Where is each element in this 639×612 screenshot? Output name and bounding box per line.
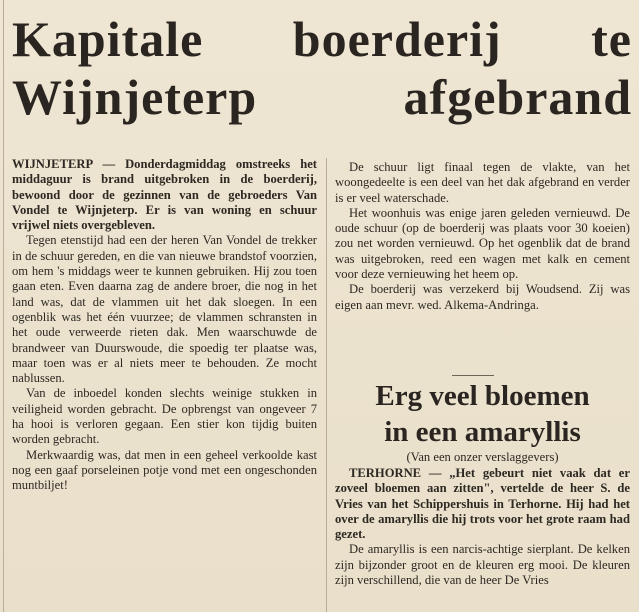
column-rule-left: [3, 0, 4, 612]
body-paragraph: Van de inboedel konden slechts weinige stukken in veiligheid worden gebracht. De opbrengst van ongeveer 7 ha hooi is verloren gegaan. Een stier kon tijdig buiten worden gebracht.: [12, 386, 317, 447]
second-lead-paragraph: TERHORNE — „Het gebeurt niet vaak dat er zoveel bloemen aan zitten", vertelde de heer S. de Vries van het Schippershuis in Terhorne. Hij had het over de amaryllis die hij trots voor het grote raam had gezet.: [335, 466, 630, 542]
second-article-body: [335, 466, 630, 588]
body-paragraph: Het woonhuis was enige jaren geleden vernieuwd. De oude schuur (op de boerderij was plaats voor 30 koeien) zou net worden vernieuwd. Op het ogenblik dat de brand was uitgebroken, reed een wagen met kalk en cement voor deze vernieuwing het heem op.: [335, 205, 630, 282]
second-headline-line2: in een amaryllis: [384, 416, 581, 448]
byline: (Van een onzer verslaggevers): [406, 450, 559, 464]
body-paragraph: Tegen etenstijd had een der heren Van Vondel de trekker in de schuur gereden, en die van nieuwe brandstof voorzien, om hem 's middags weer te kunnen gebruiken. Hij zou toen gaan eten. Even daarna zag de andere broer, die nog in het land was, dat de vlammen uit het dak sloegen. In een ogenblik was het één vuurzee; de vlammen schransten in het oude verweerde rieten dak. Men waarschuwde de brandweer van Duurswoude, die spoedig ter plaatse was, maar toen was er al niets meer te behouden. Ze mocht nablussen.: [12, 233, 317, 386]
article-separator: [452, 375, 494, 376]
article-right-column: [335, 160, 630, 313]
column-divider: [326, 158, 327, 612]
main-headline-line2: Wijnjeterp afgebrand: [12, 69, 632, 125]
main-headline: [12, 10, 632, 126]
article-left-column: [12, 157, 317, 494]
body-paragraph: De boerderij was verzekerd bij Woudsend. Zij was eigen aan mevr. wed. Alkema-Andringa.: [335, 282, 630, 312]
body-paragraph: Merkwaardig was, dat men in een geheel verkoolde kast nog een gaaf porseleinen potje vond met een ongeschonden muntbiljet!: [12, 447, 317, 493]
lead-paragraph: WIJNJETERP — Donderdagmiddag omstreeks het middaguur is brand uitgebroken in de boerderij, bewoond door de gezinnen van de gebroeders Van Vondel te Wijnjeterp. Er is van woning en schuur vrijwel niets overgebleven.: [12, 157, 317, 233]
body-paragraph: De schuur ligt finaal tegen de vlakte, van het woongedeelte is een deel van het dak afgebrand en verder is er veel waterschade.: [335, 160, 630, 205]
second-headline-line1: Erg veel bloemen: [375, 380, 590, 412]
body-paragraph: De amaryllis is een narcis-achtige sierplant. De kelken zijn bijzonder groot en de kleuren erg mooi. De kleuren zijn verschillend, die van de heer De Vries: [335, 542, 630, 588]
main-headline-line1: Kapitale boerderij te: [12, 11, 632, 67]
